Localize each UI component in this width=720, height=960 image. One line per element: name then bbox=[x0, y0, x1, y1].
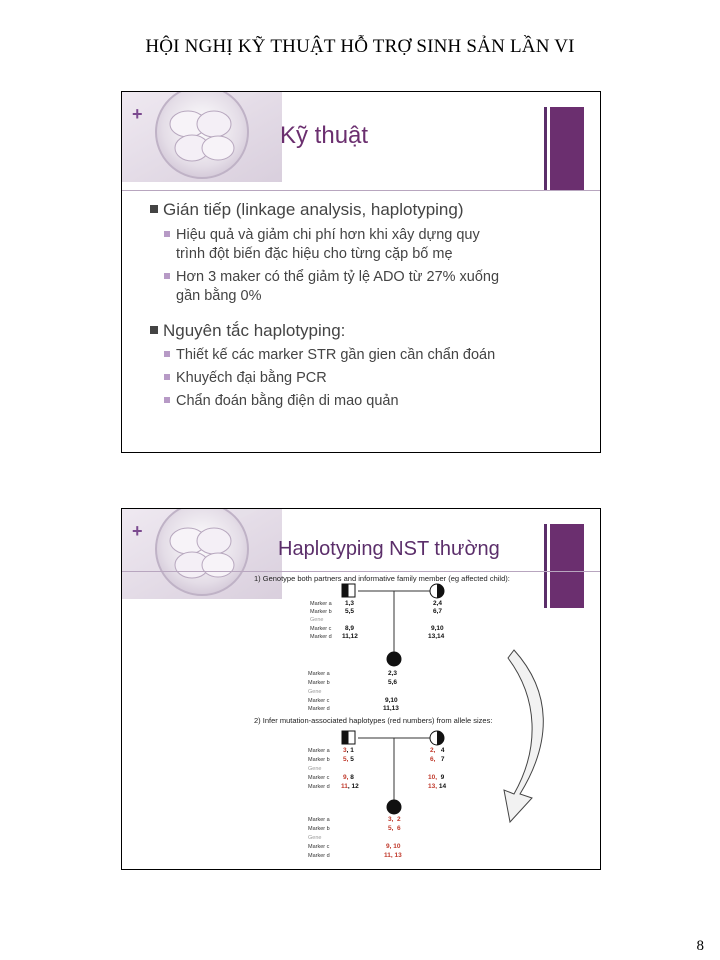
curved-arrow-icon bbox=[504, 650, 543, 822]
page-header: HỘI NGHỊ KỸ THUẬT HỖ TRỢ SINH SẢN LẦN VI bbox=[145, 36, 575, 57]
accent-bar bbox=[544, 107, 547, 191]
marker-label: Marker d bbox=[310, 634, 332, 640]
page-number: 8 bbox=[696, 938, 704, 954]
marker-label: Marker a bbox=[310, 601, 332, 607]
allele-value: 5,6 bbox=[388, 679, 398, 686]
slide-haplotyping bbox=[121, 508, 601, 870]
bullet: Gián tiếp (linkage analysis, haplotyping) bbox=[150, 200, 464, 220]
allele-value: 11, 13 bbox=[384, 852, 402, 859]
allele-value: 11,13 bbox=[383, 705, 399, 712]
sub-bullet: Hiệu quả và giảm chi phí hơn khi xây dựng quy trình đột biến đặc hiệu cho từng cặp bố mẹ bbox=[164, 226, 480, 264]
allele-value: 2,4 bbox=[433, 600, 443, 607]
allele-value: 1,3 bbox=[345, 600, 355, 607]
marker-label: Marker c bbox=[310, 626, 332, 632]
marker-label: Marker c bbox=[308, 844, 330, 850]
gene-label: Gene bbox=[308, 689, 322, 695]
allele-value: 13, 14 bbox=[428, 783, 447, 790]
slide-techniques bbox=[121, 91, 601, 453]
allele-value: 9,10 bbox=[385, 697, 398, 704]
marker-label: Marker a bbox=[308, 748, 330, 754]
marker-label: Marker d bbox=[308, 784, 330, 790]
allele-value: 9,10 bbox=[431, 625, 444, 632]
child-symbol bbox=[387, 652, 402, 667]
pedigree-figure bbox=[252, 572, 570, 862]
plus-icon: + bbox=[132, 104, 143, 124]
allele-value: 2, 4 bbox=[430, 747, 445, 754]
marker-label: Marker a bbox=[308, 817, 330, 823]
bullet: Nguyên tắc haplotyping: bbox=[150, 321, 345, 341]
plus-icon: + bbox=[132, 521, 143, 541]
allele-value: 6, 7 bbox=[430, 756, 445, 763]
title-divider bbox=[122, 190, 600, 191]
slide-title: Haplotyping NST thường bbox=[278, 538, 500, 560]
allele-value: 6,7 bbox=[433, 608, 443, 615]
gene-label: Gene bbox=[310, 617, 324, 623]
allele-value: 3, 1 bbox=[343, 747, 354, 754]
marker-label: Marker b bbox=[308, 826, 330, 832]
allele-value: 8,9 bbox=[345, 625, 355, 632]
sub-bullet: Khuyếch đại bằng PCR bbox=[164, 369, 327, 388]
accent-block bbox=[550, 107, 584, 191]
marker-label: Marker b bbox=[308, 757, 330, 763]
slide-title: Kỹ thuật bbox=[280, 122, 369, 149]
sub-bullet: Thiết kế các marker STR gần gien cần chẩn đoán bbox=[164, 346, 495, 365]
marker-label: Marker d bbox=[308, 706, 330, 712]
embryo-image bbox=[122, 92, 282, 182]
marker-label: Marker d bbox=[308, 853, 330, 859]
marker-label: Marker a bbox=[308, 671, 330, 677]
gene-label: Gene bbox=[308, 766, 322, 772]
marker-label: Marker b bbox=[310, 609, 332, 615]
gene-label: Gene bbox=[308, 835, 322, 841]
allele-value: 11,12 bbox=[342, 633, 358, 640]
allele-value: 9, 10 bbox=[386, 843, 401, 850]
allele-value: 11, 12 bbox=[341, 783, 359, 790]
allele-value: 5,5 bbox=[345, 608, 355, 615]
marker-label: Marker c bbox=[308, 775, 330, 781]
marker-label: Marker b bbox=[308, 680, 330, 686]
child-symbol bbox=[387, 800, 402, 815]
allele-value: 2,3 bbox=[388, 670, 398, 677]
allele-value: 5, 6 bbox=[388, 825, 401, 832]
step2-caption: 2) Infer mutation-associated haplotypes (red numbers) from allele sizes: bbox=[254, 716, 493, 725]
marker-label: Marker c bbox=[308, 698, 330, 704]
sub-bullet: Hơn 3 maker có thể giảm tỷ lệ ADO từ 27% xuống gần bằng 0% bbox=[164, 268, 499, 306]
step1-caption: 1) Genotype both partners and informative family member (eg affected child): bbox=[254, 574, 510, 583]
allele-value: 5, 5 bbox=[343, 756, 354, 763]
allele-value: 3, 2 bbox=[388, 816, 401, 823]
sub-bullet: Chẩn đoán bằng điện di mao quản bbox=[164, 392, 399, 411]
allele-value: 13,14 bbox=[428, 633, 445, 640]
allele-value: 10, 9 bbox=[428, 774, 445, 781]
allele-value: 9, 8 bbox=[343, 774, 354, 781]
